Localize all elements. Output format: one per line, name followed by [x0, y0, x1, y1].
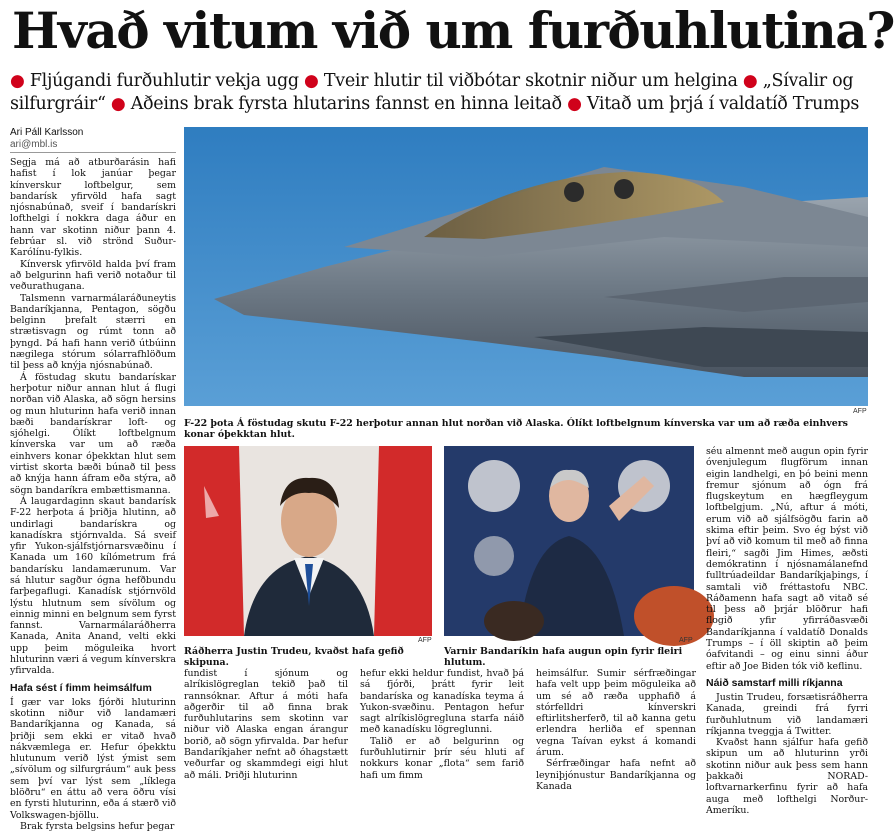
- caption-lead: F-22 þota: [184, 418, 234, 429]
- photo-general: [444, 446, 694, 636]
- photo-trudeau-caption: [184, 646, 434, 669]
- bullet-icon: ●: [567, 94, 582, 114]
- main-photo-f22: [184, 127, 868, 406]
- caption-text: Justin Trudeu, kvaðst hafa gefið skipuna.: [184, 646, 404, 669]
- article-column-1: [10, 157, 176, 832]
- photo-general-caption: [444, 646, 696, 669]
- main-photo-caption: [184, 418, 868, 442]
- article-column-4: [536, 668, 696, 792]
- kicker-item: Tveir hlutir til viðbótar skotnir niður um helgina: [323, 71, 738, 91]
- jet-illustration: [184, 127, 868, 406]
- article-column-2: [184, 668, 348, 781]
- paragraph: hefur ekki heldur fundist, hvað þá sá fjórði, þrátt fyrir leit bandaríska og kanadíska teyma á Yukon-svæðinu. Pentagon hefur sagt alríkislögreglunа starfa náið með kanadísku lögreglunni.: [360, 668, 524, 736]
- caption-lead: Varnir: [444, 646, 477, 657]
- bullet-icon: ●: [10, 71, 25, 91]
- bullet-icon: ●: [304, 71, 319, 91]
- kicker-item: Vitað um þrjá í valdatíð Trumps: [586, 94, 860, 114]
- kicker-item: „Sívalir og silfurgráir“: [10, 71, 854, 114]
- photo-credit: AFP: [418, 637, 432, 644]
- subheading: Náið samstarf milli ríkjanna: [706, 676, 843, 689]
- caption-text: Bandaríkin hafa augun opin fyrir fleiri hlutum.: [444, 646, 683, 669]
- kicker-item: Aðeins brak fyrsta hlutarins fannst en hinna leitað: [130, 94, 562, 114]
- byline-divider: [10, 152, 176, 153]
- bullet-icon: ●: [742, 71, 758, 91]
- author-name: Ari Páll Karlsson: [10, 127, 84, 138]
- paragraph: séu almennt með augun opin fyrir óvenjulegum flugförum innan eigin landhelgi, en þó beini menn fremur sjónum að ógn frá flugskeytum en hægfleygum loftbelgjum. „Nú, aftur á móti, erum við að sjálfsögðu farin að skima eftir þeim. Svo ég býst við því að við komum til með að finna fleiri,“ sagði Jim Himes, æðsti demókratinn í njósnamálanefnd fulltrúadeildar Bandaríkjaþings, í samtali við fréttastofu NBC. Ráðamenn hafa sagt að vitað sé til þess að þrjár blöðrur hafi flogið yfir yfirráðasvæði Bandaríkjanna í valdatíð Donalds Trumps – í öll skiptin að þeim óafvitandi – og einu sinni áður eftir að Joe Biden tók við keflinu.: [706, 446, 868, 672]
- trudeau-illustration: [184, 446, 432, 636]
- paragraph: Á föstudag skutu bandarískar herþotur niður annan hlut á flugi norðan við Alaska, að sögn hersins og mun hluturinn hafa verið innan bæði bandarískrar loft- og sjóhelgi. Ólíkt loftbelgnum kínverska var um að ræða einhvers konar óþekktan hlut sem virtist skorta bæði búnað til þess að knýja hann áfram eða stýra, að sögn bandaríkra embættismanna.: [10, 371, 176, 496]
- paragraph: Á laugardaginn skaut bandarísk F-22 herþota á þriðja hlutinn, að undirlagi bandarískra og kanadískra stjórnvalda. Sá sveif yfir Yukon-sjálfstjórnarsvæðinu í Kanada um 160 kílómetrum frá bandarísku landamærunum. Var sá hlutur sagður ógna hefðbundu farþegaflugi. Kanadísk stjórnvöld lýstu hlutnum sem sívölum og einnig minni en belgnum sem fyrst fannst. Varnarmálaráðherra Kanada, Anita Anand, velti ekki upp þeim möguleika hvort hluturinn væri á vegum kínverskra yfirvalda.: [10, 495, 176, 677]
- caption-text: Á föstudag skutu F-22 herþotur annan hlut norðan við Alaska. Ólíkt loftbelgnum kínverska var um að ræða einhvers konar óþekktan hlut.: [184, 418, 848, 441]
- caption-lead: Ráðherra: [184, 646, 234, 657]
- photo-trudeau: [184, 446, 432, 636]
- byline: [10, 127, 176, 151]
- paragraph: fundist í sjónum og alríkislögreglan tekið það til rannsóknar. Aftur á móti hafa aðgerðir til að finna brak furðuhlutarins sem skotinn var niður við Alaska engan árangur borið, að sögn yfirvalda. Þar hefur Bandaríkjaher nefnt að óhagstætt veðurfar og skammdegi eigi hlut að máli. Þriðji hluturinn: [184, 668, 348, 781]
- paragraph: Kvaðst hann sjálfur hafa gefið skipun um að hluturinn yrði skotinn niður auk þess sem hann þakkaði NORAD-loftvarnarkerfinu fyrir að hafa auga með lofthelgi Norður-Ameríku.: [706, 737, 868, 816]
- photo-credit: AFP: [679, 637, 693, 644]
- subheading: Hafa sést í fimm heimsálfum: [10, 681, 152, 694]
- paragraph: Í gær var loks fjórði hluturinn skotinn niður við landamæri Bandaríkjanna og Kanada, sá þriðji sem ekki er vitað hvað nákvæmlega er. Hefur óþekktu hlutunum verið lýst ýmist sem „sívölum og silfurgráum“ auk þess sem því var lýst sem „líklega blöðru“ en áttu að vera öðru vísi en fyrsti hluturinn, eða á stærð við Volkswagen-bjöllu.: [10, 696, 176, 821]
- photo-credit: AFP: [853, 408, 867, 415]
- paragraph: Segja má að atburðarásin hafi hafist í lok janúar þegar kínverskur loftbelgur, sem bandarísk yfirvöld hafa sagt njósnabúnað, sveif í bandarískri lofthelgi í nokkra daga áður en hann var skotinn niður þann 4. febrúar sl. við strönd Suður-Karólínu-fylkis.: [10, 157, 176, 259]
- paragraph: Sérfræðingar hafa nefnt að leyniþjónustur Bandaríkjanna og Kanada: [536, 758, 696, 792]
- general-illustration: [444, 446, 694, 636]
- paragraph: Brak fyrsta belgsins hefur þegar: [20, 820, 175, 832]
- paragraph: Justin Trudeu, forsætisráðherra Kanada, greindi frá fyrri furðuhlutnum við landamæri ríkjanna tveggja á Twitter.: [706, 691, 868, 737]
- article-column-3: [360, 668, 524, 781]
- kicker-item: Fljúgandi furðuhlutir vekja ugg: [29, 71, 299, 91]
- bullet-icon: ●: [110, 94, 126, 114]
- paragraph: heimsálfur. Sumir sérfræðingar hafa velt upp þeim möguleika að um sé að ræða upphafið á stórfelldri kínverskri eftirlitsherferð, til að kanna getu erlendra herliða ef spennan vegna Taívan eykst á komandi árum.: [536, 668, 696, 759]
- author-email: ari@mbl.is: [10, 139, 58, 150]
- headline: Hvað vitum við um furðuhlutina?: [12, 1, 894, 60]
- article-column-right: [706, 446, 868, 816]
- kicker-bar: [10, 70, 870, 116]
- paragraph: Talsmenn varnarmálaráðuneytis Bandaríkjanna, Pentagon, sögðu belginn þrefalt stærri en strætisvagn og rúmt tonn að þyngd. Þá hafi hann verið útbúinn nægilega stórum sólarrafhlöðum til þess að knýja njósnabúnað.: [10, 292, 176, 372]
- paragraph: Kínversk yfirvöld halda því fram að belgurinn hafi verið notaður til veðurathugana.: [10, 258, 176, 293]
- paragraph: Talið er að belgurinn og furðuhlutirnir þrír séu hluti af nokkurs konar „flota“ sem farið hafi um fimm: [360, 735, 524, 781]
